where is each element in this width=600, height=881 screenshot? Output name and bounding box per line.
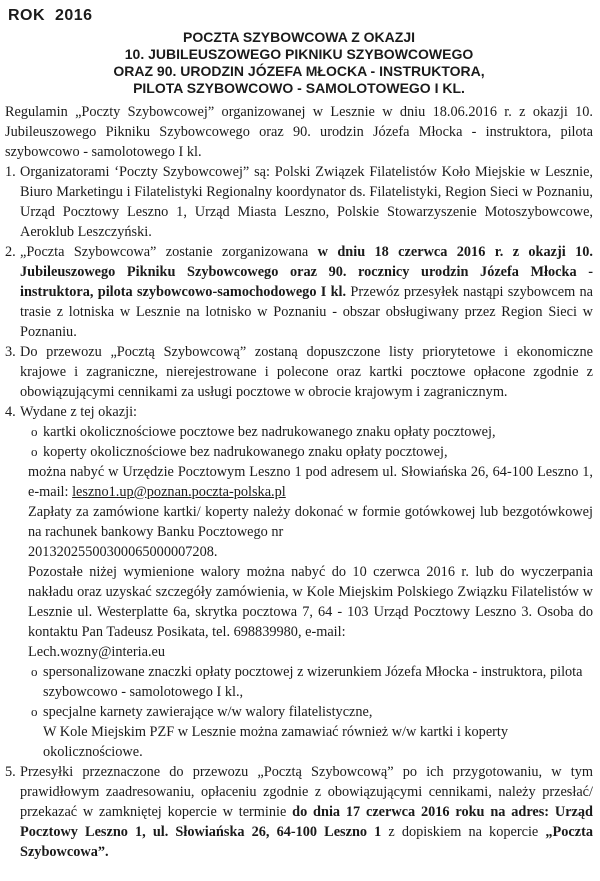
bullet-marker: o <box>31 664 38 679</box>
bullet-marker: o <box>31 444 38 459</box>
list-item-5 <box>5 762 593 862</box>
item-2-text-normal-2: Przewóz przesyłek nastąpi szybowcem na trasie z lotniska w Lesznie na lotnisko w Poznaniu - obszar obsługiwany przez Region Sieci w Poznaniu. <box>20 284 593 340</box>
bullet-item-stamps <box>5 662 593 702</box>
title-line-3: ORAZ 90. URODZIN JÓZEFA MŁOCKA - INSTRUKTORA, <box>113 63 485 79</box>
bullet-booklets-text: specjalne karnety zawierające w/w walory filatelistyczne, <box>43 704 373 720</box>
bullet-item-booklets <box>5 702 593 722</box>
item-1-text: Organizatorami ‘Poczty Szybowcowej” są: Polski Związek Filatelistów Koło Miejskie w Lesznie, Biuro Marketingu i Filatelistyki Regionalny koordynator ds. Filatelistyki, Region Sieci w Poznaniu, Urząd Pocztowy Leszno 1, Urząd Miasta Leszno, Polskie Stowarzyszenie Motoszybowcowe, Aeroklub Leszczyński. <box>20 164 593 240</box>
bullet-stamps-text: spersonalizowane znaczki opłaty pocztowej z wizerunkiem Józefa Młocka - instruktora, pilota szybowcowo - samolotowego I kl., <box>43 664 583 700</box>
item-5-text-bold-2: „Poczta Szybowcowa”. <box>20 824 593 860</box>
list-item-3 <box>5 342 593 402</box>
year-label: ROK 2016 <box>8 7 93 24</box>
bullet-marker: o <box>31 704 38 719</box>
post-office-email-link[interactable]: leszno1.up@poznan.poczta-polska.pl <box>72 484 286 500</box>
item-3-number: 3. <box>5 344 16 360</box>
intro-paragraph: Regulamin „Poczty Szybowcowej” organizowanej w Lesznie w dniu 18.06.2016 r. z okazji 10. Jubileuszowego Pikniku Szybowcowego oraz 90. urodzin Józefa Młocka - instruktora, pilota szybowcowo - samolotowego I kl. <box>5 104 593 160</box>
item-1-number: 1. <box>5 164 16 180</box>
ordering-note: W Kole Miejskim PZF w Lesznie można zamawiać również w/w kartki i koperty okolicznościowe. <box>43 724 509 760</box>
item-3-text: Do przewozu „Pocztą Szybowcową” zostaną dopuszczone listy priorytetowe i ekonomiczne krajowe i zagraniczne, nierejestrowane i polecone oraz kartki pocztowe opłacone zgodnie z obowiązującymi cennikami za usługi pocztowe w obrocie krajowym i zagranicznym. <box>20 344 593 400</box>
payment-info-paragraph: Zapłaty za zamówione kartki/ koperty należy dokonać w formie gotówkowej lub bezgotówkowej na rachunek bankowy Banku Pocztowego nr <box>28 504 593 540</box>
title-line-4: PILOTA SZYBOWCOWO - SAMOLOTOWEGO I KL. <box>133 80 465 96</box>
contact-email: Lech.wozny@interia.eu <box>28 644 166 660</box>
item-2-text-bold: w dniu 18 czerwca 2016 r. z okazji 10. Jubileuszowego Pikniku Szybowcowego oraz 90. rocznicy urodzin Józefa Młocka - instruktora, pilota szybowcowo-samochodowego I kl. <box>20 244 593 300</box>
document-title <box>5 29 593 97</box>
bullet-envelopes-text: koperty okolicznościowe bez nadrukowanego znaku opłaty pocztowej, <box>43 444 448 460</box>
item-2-number: 2. <box>5 244 16 260</box>
item-5-number: 5. <box>5 764 16 780</box>
item-4-number: 4. <box>5 404 16 420</box>
item-5-text <box>20 762 593 862</box>
item-5-text-normal-1: Przesyłki przeznaczone do przewozu „Pocztą Szybowcową” po ich przygotowaniu, w tym prawidłowym zaadresowaniu, opłaceniu zgodnie z obowiązującymi cennikami, należy przesłać/ przekazać w zamkniętej kopercie w terminie <box>20 764 593 820</box>
item-2-text-normal-1: „Poczta Szybowcowa” zostanie zorganizowana <box>20 244 318 260</box>
availability-paragraph: Pozostałe niżej wymienione walory można nabyć do 10 czerwca 2016 r. lub do wyczerpania nakładu oraz uzyskać szczegóły zamówienia, w Kole Miejskim Polskiego Związku Filatelistów w Lesznie ul. Westerplatte 6a, skrytka pocztowa 7, 64 - 103 Urząd Pocztowy Leszno 3. Osoba do kontaktu Pan Tadeusz Posikata, tel. 698839980, e-mail: <box>28 564 593 640</box>
bank-account-number: 20132025500300065000007208. <box>28 544 218 560</box>
bullet-cards-text: kartki okolicznościowe pocztowe bez nadrukowanego znaku opłaty pocztowej, <box>43 424 496 440</box>
purchase-info-text: można nabyć w Urzędzie Pocztowym Leszno 1 pod adresem ul. Słowiańska 26, 64-100 Leszno 1, e-mail: <box>28 464 593 500</box>
title-line-1: POCZTA SZYBOWCOWA Z OKAZJI <box>182 29 416 45</box>
list-item-1 <box>5 162 593 242</box>
item-4-lead: Wydane z tej okazji: <box>20 404 138 420</box>
item-5-text-bold-1: do dnia 17 czerwca 2016 roku na adres: Urząd Pocztowy Leszno 1, ul. Słowiańska 26, 64-100 Leszno 1 <box>20 804 593 840</box>
list-item-4 <box>5 402 593 422</box>
bullet-item-envelopes <box>5 442 593 462</box>
title-line-2: 10. JUBILEUSZOWEGO PIKNIKU SZYBOWCOWEGO <box>124 46 474 62</box>
item-5-text-normal-2: z dopiskiem na kopercie <box>381 824 546 840</box>
bullet-marker: o <box>31 424 38 439</box>
item-2-text <box>20 242 593 342</box>
purchase-info-paragraph <box>5 462 593 502</box>
list-item-2 <box>5 242 593 342</box>
bullet-item-cards <box>5 422 593 442</box>
document-body <box>5 102 593 862</box>
